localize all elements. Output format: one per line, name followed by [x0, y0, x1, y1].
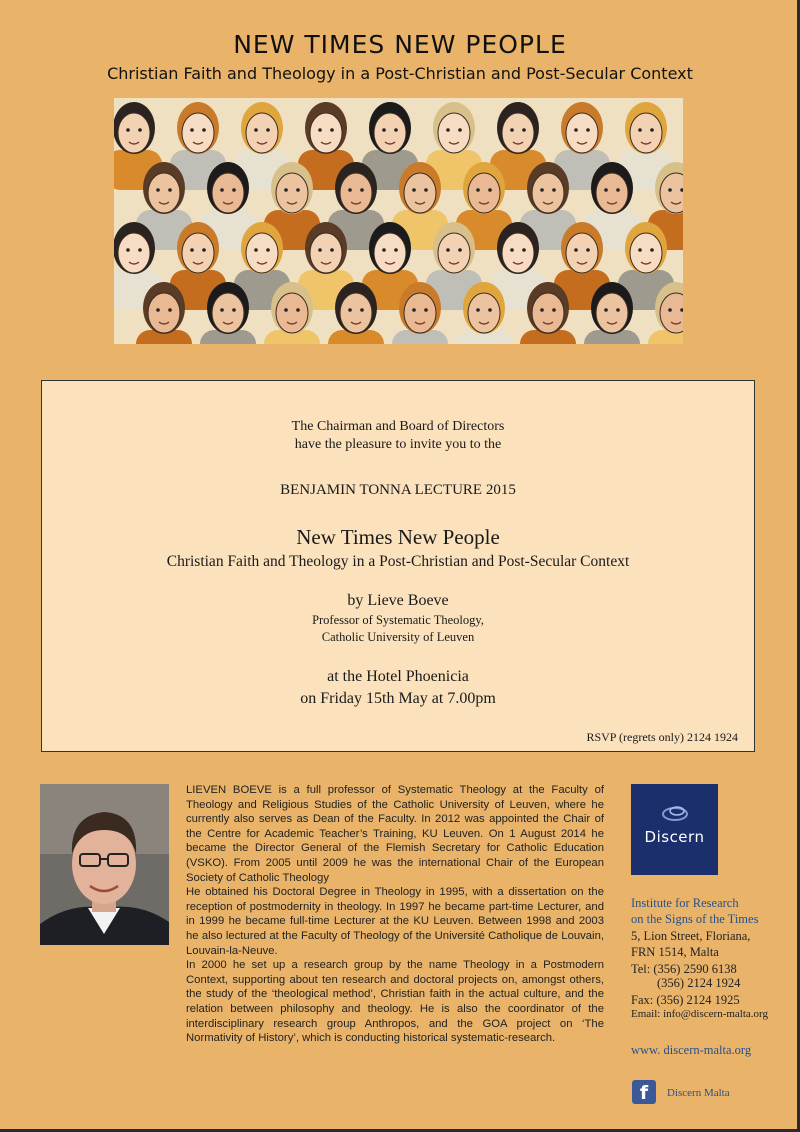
invitation-panel [41, 380, 755, 752]
discern-logo-icon [661, 800, 689, 824]
event-name: BENJAMIN TONNA LECTURE 2015 [280, 482, 516, 498]
lecture-title: New Times New People [296, 525, 500, 549]
lecture-subtitle: Christian Faith and Theology in a Post-Christian and Post-Secular Context [166, 553, 630, 570]
logo-text: Discern [644, 828, 705, 846]
venue: at the Hotel Phoenicia [327, 668, 469, 685]
email-address[interactable]: Email: info@discern-malta.org [631, 1008, 769, 1020]
org-name-line-2: on the Signs of the Times [631, 912, 759, 926]
website-link[interactable]: www. discern-malta.org [631, 1043, 752, 1057]
speaker-biography [186, 783, 604, 1046]
speaker-name: by Lieve Boeve [347, 592, 449, 609]
bio-paragraph: LIEVEN BOEVE is a full professor of Systematic Theology at the Faculty of Theology and Religious Studies of the Catholic University of Leuven, where he currently also serves as Dean of the Faculty. In 2012 was appointed the Chair of the Centre for Academic Teacher’s Training, KU Leuven. On 1 August 2014 he became the Director General of the Flemish Secretary for Catholic Education (VSKO). From 2005 until 2009 he was the international Chair of the European Society of Catholic Theology [186, 784, 604, 884]
bio-paragraph: In 2000 he set up a research group by the name Theology in a Postmodern Context, supporting about ten research and doctoral projects on, amongst others, the study of the ‘theological method’, Christian faith in the actual culture, and the relation between philosophy and theology. He is also the coordinator of the interdisciplinary research group Anthropos, and the GOA project on ‘The Normativity of History’, which is conducting historical systematic-research. [186, 959, 604, 1045]
crowd-illustration [114, 98, 683, 344]
telephone-1: Tel: (356) 2590 6138 [631, 962, 737, 976]
discern-logo [631, 784, 718, 875]
address-line-1: 5, Lion Street, Floriana, [631, 929, 751, 943]
facebook-icon[interactable]: f [632, 1080, 656, 1104]
org-name-line-1: Institute for Research [631, 896, 739, 910]
invite-line-1: The Chairman and Board of Directors [291, 419, 505, 434]
event-date: on Friday 15th May at 7.00pm [300, 690, 496, 707]
speaker-role: Professor of Systematic Theology, [312, 613, 484, 627]
speaker-affiliation: Catholic University of Leuven [321, 630, 475, 644]
invite-line-2: have the pleasure to invite you to the [294, 437, 502, 452]
telephone-2: (356) 2124 1924 [657, 976, 741, 990]
page-title: NEW TIMES NEW PEOPLE [233, 30, 567, 59]
bio-paragraph: He obtained his Doctoral Degree in Theology in 1995, with a dissertation on the reception of postmodernity in theology. In 1997 he became part-time Lecturer, and in 1999 he became full-time Lecturer at the KU Leuven. Between 1998 and 2003 he also lectured at the Faculty of Theology of the Université Catholique de Louvain, Louvain-la-Neuve. [186, 886, 604, 957]
address-line-2: FRN 1514, Malta [631, 945, 719, 959]
page-subtitle: Christian Faith and Theology in a Post-Christian and Post-Secular Context [107, 64, 693, 83]
facebook-page-link[interactable]: Discern Malta [667, 1087, 730, 1099]
speaker-photo [40, 784, 169, 945]
fax-number: Fax: (356) 2124 1925 [631, 993, 740, 1007]
rsvp-line: RSVP (regrets only) 2124 1924 [586, 730, 738, 744]
